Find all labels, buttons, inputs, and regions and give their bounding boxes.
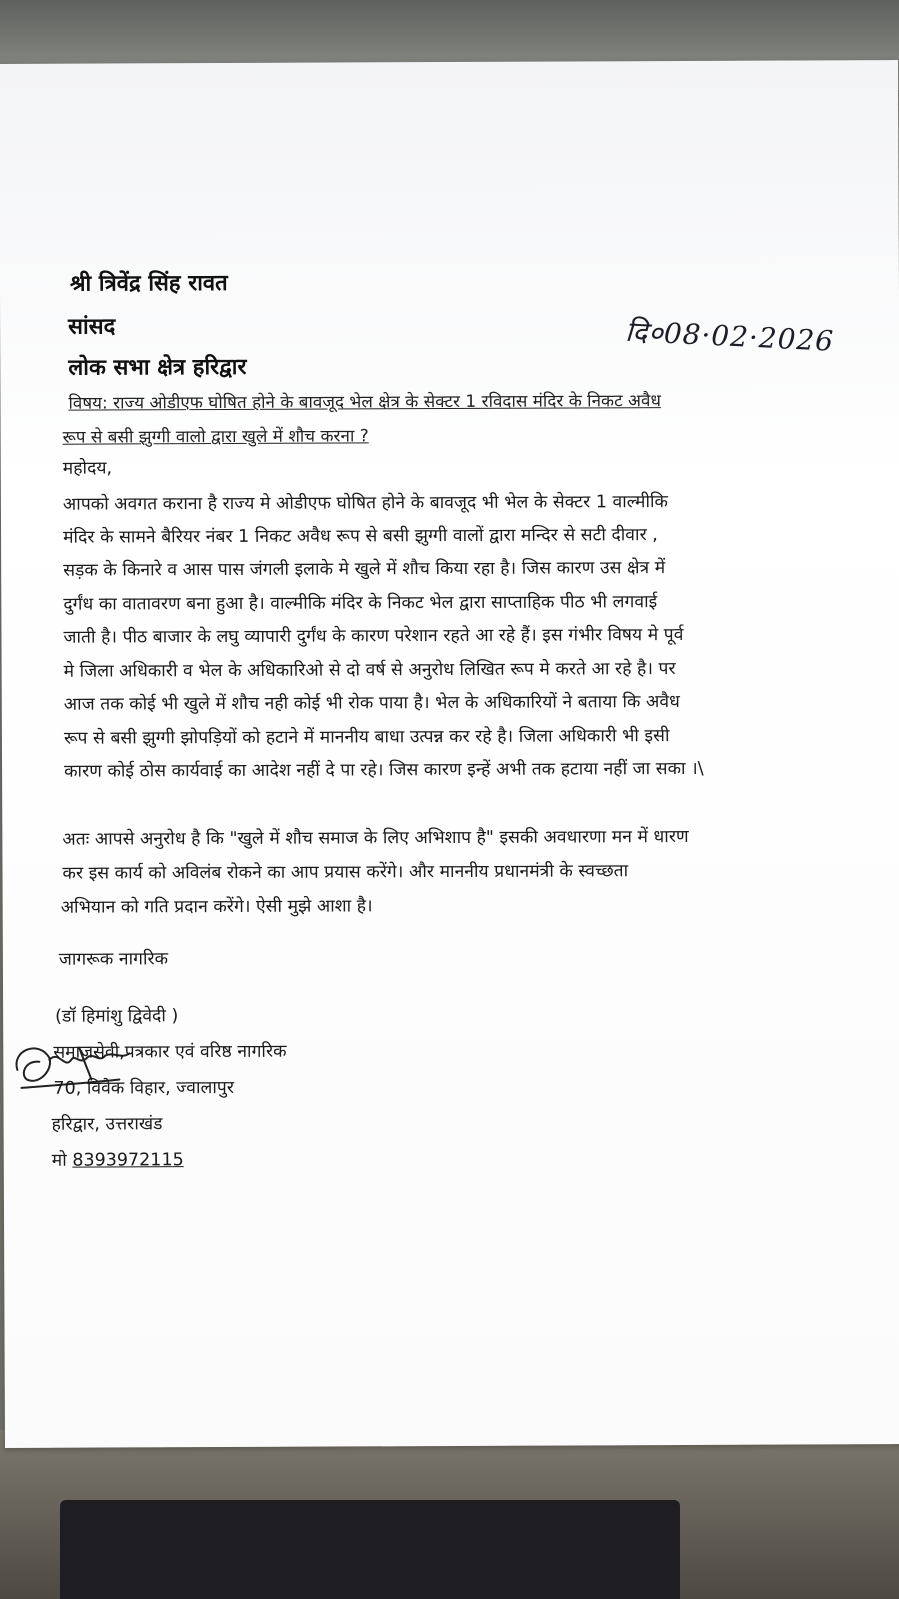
body-line: मे जिला अधिकारी व भेल के अधिकारिओ से दो वर्ष से अनुरोध लिखित रूप मे करते आ रहे है। पर xyxy=(63,659,676,682)
body-line: जाती है। पीठ बाजार के लघु व्यापारी दुर्गंध के कारण परेशान रहते आ रहे हैं। इस गंभीर विषय मे पूर्व xyxy=(63,624,684,648)
request-line: अभियान को गति प्रदान करेंगे। ऐसी मुझे आशा है। xyxy=(60,896,373,918)
body-line: मंदिर के सामने बैरियर नंबर 1 निकट अवैध रूप से बसी झुग्गी वालों द्वारा मन्दिर से सटी दीवार , xyxy=(63,525,658,548)
request-line: अतः आपसे अनुरोध है कि "खुले में शौच समाज के लिए अभिशाप है" इसकी अवधारणा मन में धारण xyxy=(62,826,689,850)
closing: जागरूक नागरिक xyxy=(58,949,169,970)
sender-name: (डॉ हिमांशु द्विवेदी ) xyxy=(55,1006,179,1027)
sender-phone-label: मो xyxy=(51,1150,67,1171)
letter-paper xyxy=(0,60,899,1448)
body-line: सड़क के किनारे व आस पास जंगली इलाके मे खुले में शौच किया रहा है। जिस कारण उस क्षेत्र में xyxy=(63,558,666,581)
sender-address-2: हरिद्वार, उत्तराखंड xyxy=(51,1114,163,1135)
handwritten-date: दि०08·02·2026 xyxy=(624,314,835,358)
request-line: कर इस कार्य को अविलंब रोकने का आप प्रयास करेंगे। और माननीय प्रधानमंत्री के स्वच्छता xyxy=(62,861,629,884)
body-line: कारण कोई ठोस कार्यवाई का आदेश नहीं दे पा रहे। जिस कारण इन्हें अभी तक हटाया नहीं जा सका ।\ xyxy=(64,758,704,782)
salutation: महोदय, xyxy=(62,458,113,479)
body-line: रूप से बसी झुग्गी झोपड़ियों को हटाने में माननीय बाधा उत्पन्न कर रहे है। जिला अधिकारी भी इसी xyxy=(63,726,670,749)
body-line: आज तक कोई भी खुले में शौच नही कोई भी रोक पाया है। भेल के अधिकारियों ने बताया कि अवैध xyxy=(63,692,680,715)
recipient-name: श्री त्रिवेंद्र सिंह रावत xyxy=(69,270,228,297)
sender-designation: समाजसेवी,पत्रकार एवं वरिष्ठ नागरिक xyxy=(53,1041,287,1063)
recipient-title: सांसद xyxy=(68,314,116,340)
background-shadow xyxy=(60,1500,680,1599)
sender-phone-row xyxy=(52,1147,184,1172)
subject-line-1: विषय: राज्य ओडीएफ घोषित होने के बावजूद भेल क्षेत्र के सेक्टर 1 रविदास मंदिर के निकट अवैध xyxy=(68,391,661,414)
subject-line-2: रूप से बसी झुग्गी वालो द्वारा खुले में शौच करना ? xyxy=(62,426,369,448)
sender-phone-number: 8393972115 xyxy=(72,1150,184,1171)
body-line: दुर्गंध का वातावरण बना हुआ है। वाल्मीकि मंदिर के निकट भेल द्वारा साप्ताहिक पीठ भी लगवाई xyxy=(63,592,658,615)
sender-address-1: 70, विवेक विहार, ज्वालापुर xyxy=(53,1077,235,1099)
recipient-constituency: लोक सभा क्षेत्र हरिद्वार xyxy=(68,354,247,381)
body-line: आपको अवगत कराना है राज्य मे ओडीएफ घोषित होने के बावजूद भी भेल के सेक्टर 1 वाल्मीकि xyxy=(62,492,669,515)
